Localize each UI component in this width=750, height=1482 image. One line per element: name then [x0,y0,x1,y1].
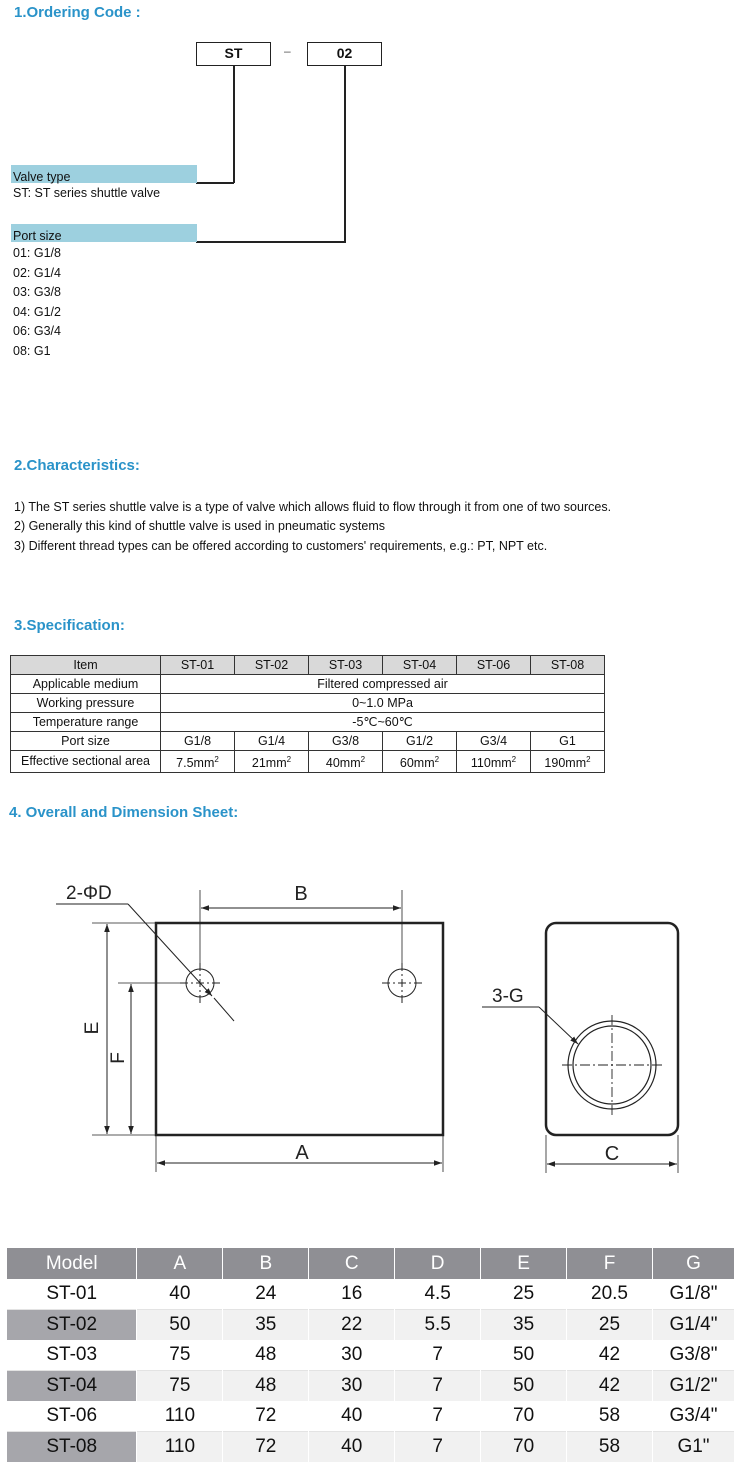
dim-header-row [7,1248,735,1279]
characteristics-title: 2.Characteristics: [14,457,140,474]
spec-value-cell: G3/4 [457,732,531,751]
area-unit-sup: 2 [214,755,219,764]
area-unit-sup: 2 [586,755,591,764]
spec-header-cell: ST-03 [309,656,383,675]
area-unit-sup: 2 [434,755,440,764]
spec-label-cell: Effective sectional area [11,751,161,773]
specification-table [10,655,605,773]
area-value: 7.5mm [176,756,215,771]
table-row [7,1371,735,1402]
table-row [7,1401,735,1432]
spec-value-cell [235,751,309,773]
value-cell: G1/4" [652,1310,734,1341]
port-size-leader-v [344,66,346,242]
spec-value-cell [309,751,383,773]
value-cell: 40 [137,1279,223,1310]
model-cell: ST-06 [7,1401,137,1432]
port-size-item: 04: G1/2 [13,304,61,319]
value-cell: 75 [137,1371,223,1402]
value-cell: 35 [481,1310,567,1341]
value-cell: 110 [137,1432,223,1463]
dim-label-b: B [294,883,308,905]
port-size-item: 03: G3/8 [13,285,61,299]
value-cell: 7 [395,1340,481,1371]
value-cell: 58 [567,1432,653,1463]
area-unit-sup: 2 [360,755,366,764]
port-size-item: 06: G3/4 [13,324,61,338]
dim-header-cell: C [309,1248,395,1279]
value-cell: 7 [395,1401,481,1432]
dim-label-g: 3-G [492,986,524,1007]
dim-label-f: F [108,1052,129,1064]
table-row [7,1279,735,1310]
area-unit-sup: 2 [286,755,292,764]
spec-value-cell: G1 [531,732,605,751]
spec-value-cell: 0~1.0 MPa [161,694,605,713]
dim-label-phi-d: 2-ΦD [66,883,112,904]
value-cell: G3/4" [652,1401,734,1432]
code-box-series: ST [196,42,271,66]
port-size-item: 08: G1 [13,343,51,358]
area-value: 60mm [399,756,435,771]
port-thread-circle [562,1015,664,1118]
spec-value-cell [531,751,605,773]
spec-label-cell: Temperature range [11,713,161,732]
port-size-item: 01: G1/8 [13,246,61,260]
value-cell: 75 [137,1340,223,1371]
valve-type-label: Valve type [11,165,197,183]
value-cell: G1" [652,1432,734,1463]
valve-type-leader-v [233,66,235,183]
value-cell: 42 [567,1340,653,1371]
model-cell: ST-02 [7,1310,137,1341]
spec-value-cell [383,751,457,773]
spec-value-cell: G1/4 [235,732,309,751]
spec-header-cell: ST-06 [457,656,531,675]
value-cell: 7 [395,1371,481,1402]
port-size-leader-h [196,241,346,243]
value-cell: 20.5 [567,1279,653,1310]
spec-value-cell: G3/8 [309,732,383,751]
area-value: 21mm [251,756,287,771]
value-cell: 24 [223,1279,309,1310]
spec-header-cell: ST-04 [383,656,457,675]
code-dash: – [284,44,291,58]
value-cell: 48 [223,1340,309,1371]
dim-header-cell: B [223,1248,309,1279]
dim-header-cell: E [481,1248,567,1279]
table-row [7,1310,735,1341]
dimension-title: 4. Overall and Dimension Sheet: [9,804,239,821]
dimension-table [7,1248,735,1462]
value-cell: 72 [223,1401,309,1432]
value-cell: 50 [481,1340,567,1371]
model-cell: ST-04 [7,1371,137,1402]
value-cell: 42 [567,1371,653,1402]
value-cell: 25 [481,1279,567,1310]
value-cell: 50 [137,1310,223,1341]
area-value: 40mm [325,756,361,771]
table-row [7,1432,735,1463]
dim-header-cell: Model [7,1248,137,1279]
spec-label-cell: Port size [11,732,161,751]
spec-row-pressure [11,694,605,713]
dim-header-cell: F [567,1248,653,1279]
dim-label-c: C [604,1143,620,1165]
model-cell: ST-01 [7,1279,137,1310]
spec-value-cell: Filtered compressed air [161,675,605,694]
characteristic-item: 2) Generally this kind of shuttle valve is used in pneumatic systems [14,519,386,533]
spec-header-cell: ST-02 [235,656,309,675]
value-cell: 40 [309,1401,395,1432]
code-box-port: 02 [307,42,382,66]
spec-value-cell: G1/2 [383,732,457,751]
spec-value-cell: G1/8 [161,732,235,751]
value-cell: 70 [481,1401,567,1432]
area-value: 110mm [470,756,512,771]
value-cell: 16 [309,1279,395,1310]
characteristic-item: 1) The ST series shuttle valve is a type of valve which allows fluid to flow through it from one of two sources. [14,500,612,514]
dim-header-cell: A [137,1248,223,1279]
dim-label-a: A [295,1142,309,1164]
value-cell: 35 [223,1310,309,1341]
area-unit-sup: 2 [511,755,517,764]
value-cell: 4.5 [395,1279,481,1310]
value-cell: G1/2" [652,1371,734,1402]
table-row [7,1340,735,1371]
dim-leader-phi-d [128,904,212,996]
dim-label-e: E [82,1021,103,1035]
value-cell: 72 [223,1432,309,1463]
value-cell: 48 [223,1371,309,1402]
dimension-drawing [0,860,750,1190]
value-cell: G1/8" [652,1279,734,1310]
spec-value-cell [161,751,235,773]
spec-label-cell: Working pressure [11,694,161,713]
value-cell: 110 [137,1401,223,1432]
valve-type-leader-h [196,182,234,184]
spec-label-cell: Applicable medium [11,675,161,694]
value-cell: 5.5 [395,1310,481,1341]
spec-header-cell: Item [11,656,161,675]
value-cell: 70 [481,1432,567,1463]
port-size-item: 02: G1/4 [13,265,61,280]
spec-row-temperature [11,713,605,732]
value-cell: 40 [309,1432,395,1463]
value-cell: 7 [395,1432,481,1463]
model-cell: ST-08 [7,1432,137,1463]
spec-value-cell: -5℃~60℃ [161,713,605,732]
value-cell: 50 [481,1371,567,1402]
ordering-code-title: 1.Ordering Code : [14,4,141,21]
spec-row-area [11,751,605,773]
value-cell: 22 [309,1310,395,1341]
area-value: 190mm [544,756,587,771]
spec-header-cell: ST-08 [531,656,605,675]
value-cell: 30 [309,1371,395,1402]
port-size-label: Port size [11,224,197,242]
spec-header-row [11,656,605,675]
spec-row-medium [11,675,605,694]
dim-header-cell: G [652,1248,734,1279]
body-front-view [156,923,443,1135]
spec-header-cell: ST-01 [161,656,235,675]
specification-title: 3.Specification: [14,617,125,634]
dim-header-cell: D [395,1248,481,1279]
value-cell: 58 [567,1401,653,1432]
characteristic-item: 3) Different thread types can be offered according to customers' requirements, e.g.: PT, NPT etc. [14,539,548,553]
model-cell: ST-03 [7,1340,137,1371]
value-cell: G3/8" [652,1340,734,1371]
value-cell: 30 [309,1340,395,1371]
mounting-hole-right [382,963,422,1003]
valve-type-text: ST: ST series shuttle valve [13,186,161,200]
value-cell: 25 [567,1310,653,1341]
spec-row-port-size [11,732,605,751]
spec-value-cell [457,751,531,773]
